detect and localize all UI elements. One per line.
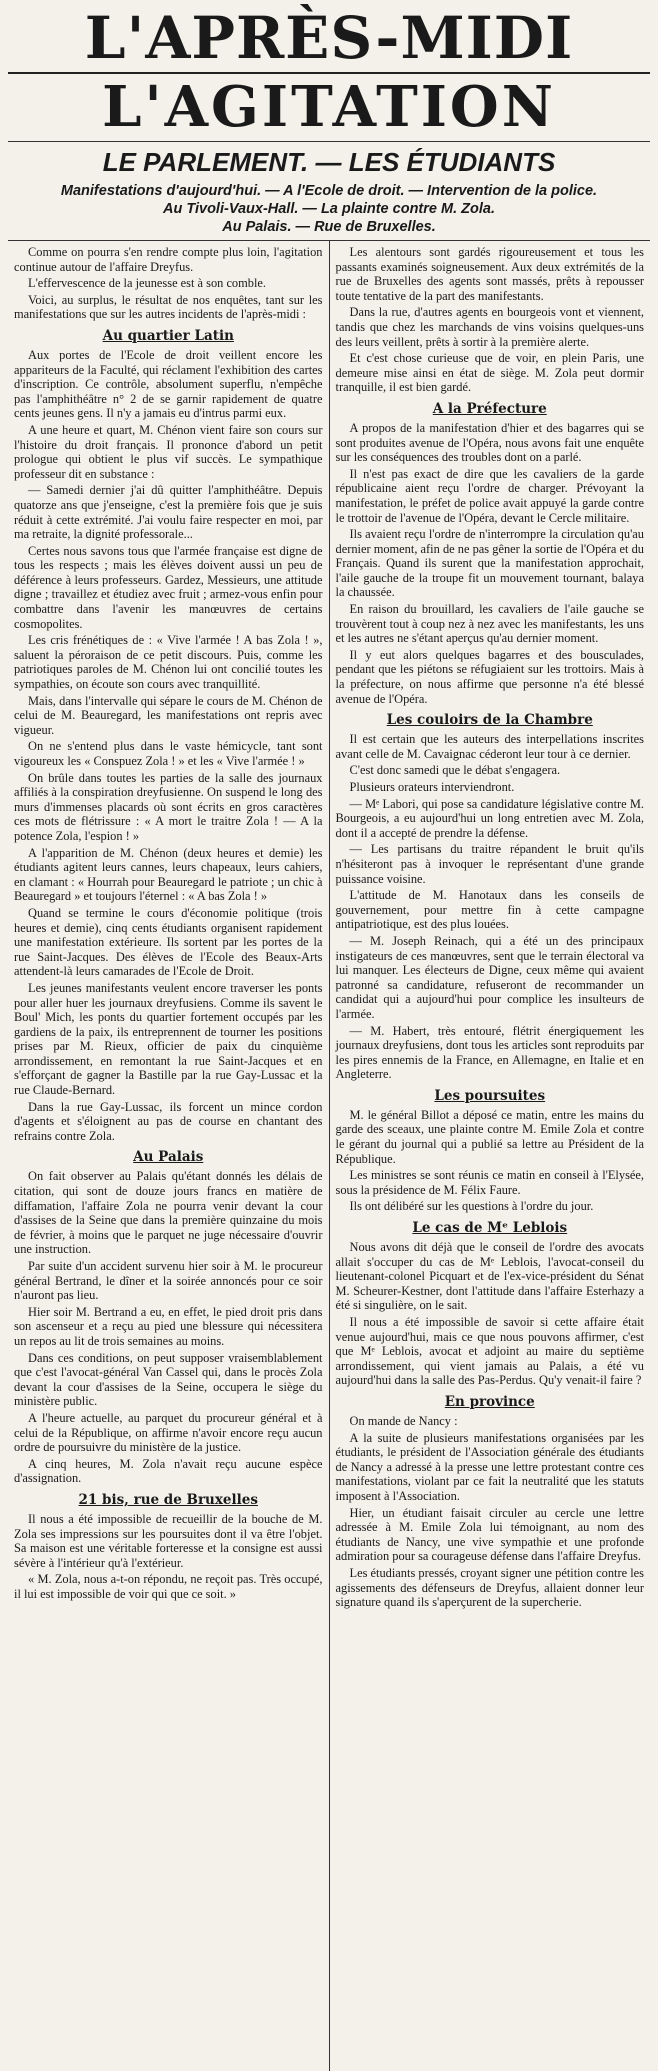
paragraph: — Les partisans du traitre répandent le bruit qu'ils n'hésiteront pas à invoquer le représentant d'une grande puissance voisine.	[335, 842, 644, 886]
paragraph: On ne s'entend plus dans le vaste hémicycle, tant sont vigoureux les « Conspuez Zola ! » et les « Vive l'armée ! »	[14, 739, 323, 768]
section-heading-text: Les couloirs de la Chambre	[386, 712, 593, 729]
paragraph: Comme on pourra s'en rendre compte plus loin, l'agitation continue autour de l'affaire Dreyfus.	[14, 245, 323, 274]
section-heading	[336, 401, 645, 417]
paragraph: L'attitude de M. Hanotaux dans les conseils de gouvernement, pour mettre fin à cette campagne antipatriotique, est des plus louées.	[335, 888, 644, 932]
section-heading	[336, 1088, 645, 1104]
paragraph: On mande de Nancy :	[349, 1413, 458, 1428]
headline: L'AGITATION	[102, 74, 556, 140]
paragraph: Par suite d'un accident survenu hier soir à M. le procureur général Bertrand, le dîner et la soirée annoncés pour ce soir n'auront pas lieu.	[14, 1259, 323, 1303]
left-column	[8, 241, 329, 2071]
paragraph: Ils avaient reçu l'ordre de n'interrompre la circulation qu'au dernier moment, afin de ne pas gêner la sortie de l'Opéra et du Français. Quand ils surent que la manifestation approchait, l'aile gauche de la troupe fit un mouvement tournant, balaya la chaussée.	[335, 527, 644, 600]
summary-line: Manifestations d'aujourd'hui. — A l'Ecole de droit. — Intervention de la police.	[60, 183, 598, 199]
paragraph: Il n'est pas exact de dire que les cavaliers de la garde républicaine aient reçu l'ordre de charger. Prévoyant la manifestation, le préfet de police avait appuyé la garde contre le trottoir de l'avenue de l'Opéra, devant le Cercle militaire.	[335, 466, 644, 525]
article-summary	[8, 180, 650, 240]
section-heading	[14, 1492, 323, 1508]
masthead: L'APRÈS-MIDI	[84, 4, 574, 72]
paragraph: Quand se termine le cours d'économie politique (trois heures et demie), cinq cents étudiants organisent rapidement une manifestation extérieure. Ils sortent par les portes de la rue Saint-Jacques. Des élèves de l'Ecole des Beaux-Arts attendent-là leurs camarades de l'Ecole de Droit.	[14, 905, 323, 979]
section-heading	[14, 1149, 323, 1165]
paragraph: Hier soir M. Bertrand a eu, en effet, le pied droit pris dans son ascenseur et a reçu au pied une blessure qui nécessitera un repos au lit de trois semaines au moins.	[14, 1304, 323, 1348]
paragraph: Dans la rue Gay-Lussac, ils forcent un mince cordon d'agents et s'éloignent au pas de course en chantant des refrains contre Zola.	[14, 1099, 323, 1143]
section-heading-text: 21 bis, rue de Bruxelles	[78, 1491, 258, 1508]
paragraph: — M. Habert, très entouré, flétrit énergiquement les journaux dreyfusiens, dont tous les articles sont reproduits par les pires ennemis de la France, en Allemagne, en Italie et en Angleterre.	[335, 1023, 644, 1082]
paragraph: On fait observer au Palais qu'étant donnés les délais de citation, qui sont de douze jours francs en matière de diffamation, l'affaire Zola ne pourra venir devant la cour d'assises de la Seine que dans la première quinzaine du mois de février, à moins que le parquet ne juge nécessaire d'ouvrir une instruction.	[14, 1169, 323, 1257]
paragraph: Dans la rue, d'autres agents en bourgeois vont et viennent, tandis que chez les marchands de vins voisins quelques-uns des leurs veillent, prêts à sortir à la première alerte.	[335, 305, 644, 349]
paragraph: Les cris frénétiques de : « Vive l'armée ! A bas Zola ! », saluent la péroraison de ce petit discours. Puis, comme les patriotiques paroles de M. Chénon lui ont concilié toutes les sympathies, on écoute son cours avec tranquillité.	[14, 633, 323, 692]
paragraph: Et c'est chose curieuse que de voir, en plein Paris, une demeure mise ainsi en état de siège. M. Zola peut dormir tranquille, il est bien gardé.	[335, 351, 644, 395]
paragraph: Les jeunes manifestants veulent encore traverser les ponts pour aller huer les journaux dreyfusiens. Comme ils savent le Boul' Mich, les ponts du quartier fortement occupés par les gardiens de la paix, ils entreprennent de tourner les positions prises par M. Rieux, officier de paix du cinquième arrondissement, en remontant la rue Saint-Jacques et en s'efforçant de gagner la Bastille par la rue Gay-Lussac et la rue Claude-Bernard.	[14, 980, 323, 1098]
paragraph: A l'heure actuelle, au parquet du procureur général et à celui de la République, on affirme n'avoir encore reçu aucun ordre de poursuivre du ministère de la justice.	[14, 1410, 323, 1455]
section-heading-text: Au quartier Latin	[102, 327, 234, 344]
paragraph: — M. Joseph Reinach, qui a été un des principaux instigateurs de ces manœuvres, sent que le terrain électoral va lui manquer. Les électeurs de Digne, ceux même qui avaient patronné sa candidature, refuseront de recommander un candidat qui a aujourd'hui pour complice les insulteurs de l'armée.	[335, 933, 644, 1021]
section-heading	[336, 1394, 645, 1410]
paragraph: Les ministres se sont réunis ce matin en conseil à l'Elysée, sous la présidence de M. Félix Faure.	[335, 1168, 644, 1197]
section-heading-text: En province	[444, 1393, 535, 1410]
paragraph: — Mᵉ Labori, qui pose sa candidature législative contre M. Bourgeois, a eu aujourd'hui un long entretien avec M. Zola, dont il a accepté de prendre la défense.	[335, 796, 644, 840]
paragraph: L'effervescence de la jeunesse est à son comble.	[28, 276, 267, 291]
paragraph: « M. Zola, nous a-t-on répondu, ne reçoit pas. Très occupé, il lui est impossible de voir qui que ce soit. »	[14, 1572, 323, 1601]
paragraph: Plusieurs orateurs interviendront.	[349, 780, 515, 794]
paragraph: Aux portes de l'Ecole de droit veillent encore les appariteurs de la Faculté, qui réclament l'exhibition des cartes d'inscription. Ce contrôle, absolument superflu, n'empêche pas l'amphithéâtre n° 2 de se garnir rapidement de quatre cents jeunes gens. Il n'y a jamais eu d'intrus parmi eux.	[14, 347, 323, 421]
article-columns	[8, 240, 650, 2071]
paragraph: C'est donc samedi que le débat s'engagera.	[349, 763, 561, 778]
paragraph: En raison du brouillard, les cavaliers de l'aile gauche se trouvèrent tout à coup nez à nez avec les manifestants, les uns et les autres ne s'étant aperçus qu'au dernier moment.	[335, 602, 644, 646]
paragraph: A une heure et quart, M. Chénon vient faire son cours sur l'histoire du droit français. Il prononce d'abord un petit prologue qui obtient le plus vif succès. Le sympathique professeur dit en substance :	[14, 422, 323, 481]
paragraph: Il nous a été impossible de savoir si cette affaire était venue aujourd'hui, mais ce que nous pouvons affirmer, c'est que Mᵉ Leblois, avocat et adjoint au maire du septième arrondissement, qui vient jamais au Palais, a été vu aujourd'hui dans la salle des Pas-Perdus. Qu'y venait-il faire ?	[335, 1315, 644, 1388]
paragraph: Les alentours sont gardés rigoureusement et tous les passants examinés soigneusement. Aux deux extrémités de la rue de Bruxelles des agents sont massés, prêts à repousser toute tentative de la part des manifestants.	[335, 245, 644, 303]
paragraph: A l'apparition de M. Chénon (deux heures et demie) les étudiants agitent leurs cannes, leurs chapeaux, leurs cahiers, en clamant : « Hourrah pour Beauregard le patriote ; un chic à Beauregard » et toujours l'éternel : « A bas Zola ! »	[14, 845, 323, 904]
paragraph: Il nous a été impossible de recueillir de la bouche de M. Zola ses impressions sur les poursuites dont il va être l'objet. Sa maison est une véritable forteresse et la consigne est aussi sévère à l'intérieur qu'à l'extérieur.	[14, 1511, 323, 1570]
paragraph: Il y eut alors quelques bagarres et des bousculades, pendant que les piétons se réfugiaient sur les trottoirs. Mais à la préfecture, on nous affirme que personne n'a été blessé avenue de l'Opéra.	[335, 647, 644, 706]
paragraph: Dans ces conditions, on peut supposer vraisemblablement que c'est l'avocat-général Van Cassel qui, dans le procès Zola devant la cour d'assises de la Seine, occupera le siège du ministère public.	[14, 1350, 323, 1409]
section-heading	[336, 1220, 645, 1236]
section-heading	[14, 328, 323, 344]
paragraph: Voici, au surplus, le résultat de nos enquêtes, tant sur les manifestations que sur les autres incidents de l'après-midi :	[14, 292, 323, 322]
paragraph: Nous avons dit déjà que le conseil de l'ordre des avocats allait s'occuper du cas de Mᵉ Leblois, l'avocat-conseil du lieutenant-colonel Picquart et de l'ex-vice-président du Sénat M. Scheurer-Kestner, dont l'attitude dans l'affaire Esterhazy a été si singulière, on le sait.	[335, 1240, 644, 1313]
subheadline: LE PARLEMENT. — LES ÉTUDIANTS	[102, 147, 556, 177]
paragraph: A la suite de plusieurs manifestations organisées par les étudiants, le président de l'Association générale des étudiants de Nancy a adressé à la presse une lettre protestant contre ces manifestations, violant par ce fait la neutralité que les statuts imposent à l'Association.	[335, 1430, 644, 1503]
section-heading-text: Au Palais	[133, 1149, 204, 1166]
right-column	[329, 241, 651, 2071]
section-heading-text: A la Préfecture	[432, 400, 547, 417]
paragraph: Les étudiants pressés, croyant signer une pétition contre les agissements des défenseurs de Dreyfus, allaient donner leur signature quand ils s'aperçurent de la supercherie.	[335, 1565, 644, 1610]
paragraph: Ils ont délibéré sur les questions à l'ordre du jour.	[349, 1199, 594, 1214]
paragraph: A propos de la manifestation d'hier et des bagarres qui se sont produites avenue de l'Opéra, nous avons fait une enquête sur les conséquences des troubles dont on a parlé.	[335, 420, 644, 465]
section-heading-text: Les poursuites	[434, 1087, 546, 1104]
section-heading-text: Le cas de Mᵉ Leblois	[412, 1220, 568, 1237]
summary-line: Au Tivoli-Vaux-Hall. — La plainte contre M. Zola.	[163, 201, 495, 217]
paragraph: A cinq heures, M. Zola n'avait reçu aucune espèce d'assignation.	[14, 1456, 323, 1486]
paragraph: Mais, dans l'intervalle qui sépare le cours de M. Chénon de celui de M. Beauregard, les manifestations ont repris avec vigueur.	[14, 693, 323, 737]
paragraph: Il est certain que les auteurs des interpellations inscrites avant celle de M. Cavaignac céderont leur tour à ce dernier.	[335, 732, 644, 761]
paragraph: M. le général Billot a déposé ce matin, entre les mains du garde des sceaux, une plainte contre M. Emile Zola et contre le gérant du journal qui a publié sa lettre au Président de la République.	[335, 1107, 644, 1166]
paragraph: On brûle dans toutes les parties de la salle des journaux affiliés à la conspiration dreyfusienne. On suspend le long des murs d'immenses placards où sont écrits en gros caractères ces mots de flétrissure : « A mort le traitre Zola ! — A la potence Zola, l'espion ! »	[14, 770, 323, 843]
paragraph: — Samedi dernier j'ai dû quitter l'amphithéâtre. Depuis quatorze ans que j'enseigne, c'est la première fois que je suis réduit à cette extrémité. J'ai voulu faire respecter en moi, par ma retraite, la dignité professorale...	[14, 483, 323, 542]
section-heading	[336, 712, 645, 728]
paragraph: Certes nous savons tous que l'armée française est digne de tous les respects ; mais les élèves doivent aussi un peu de déférence à leurs professeurs. Gardez, Messieurs, une attitude digne ; travaillez et étudiez avec fruit ; armez-vous enfin pour combattre dans l'avenir les manœuvres de certains cosmopolites.	[14, 543, 323, 631]
summary-line: Au Palais. — Rue de Bruxelles.	[222, 219, 436, 235]
headline-rule	[8, 141, 650, 142]
paragraph: Hier, un étudiant faisait circuler au cercle une lettre adressée à M. Emile Zola lui témoignant, au nom des étudiants de Nancy, une vive sympathie et une profonde admiration pour sa courageuse défense dans l'affaire Dreyfus.	[335, 1505, 644, 1564]
